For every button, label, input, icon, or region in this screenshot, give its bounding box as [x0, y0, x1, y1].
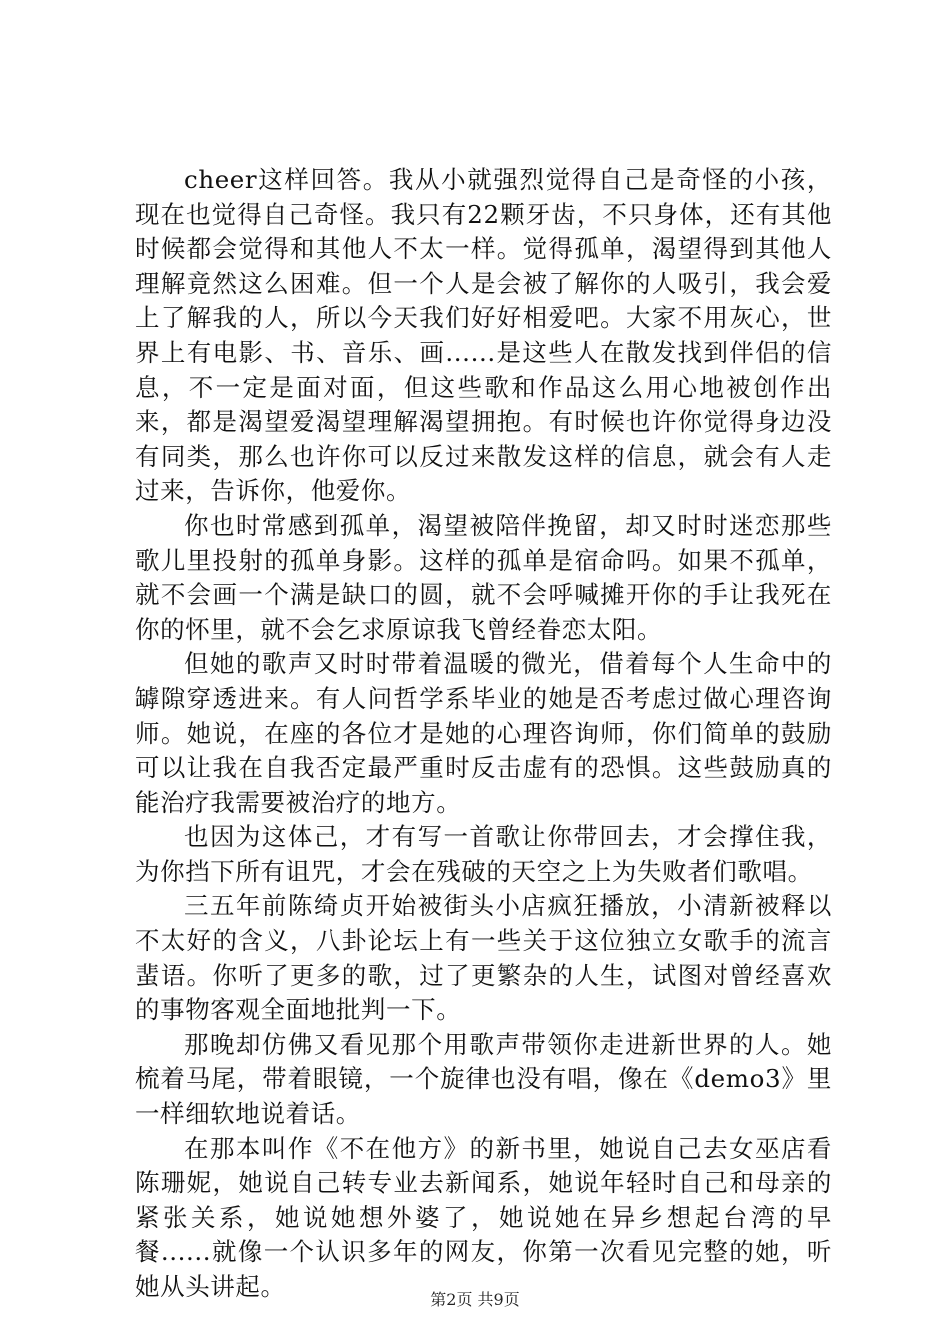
paragraph: 在那本叫作《不在他方》的新书里，她说自己去女巫店看陈珊妮，她说自己转专业去新闻系，她说年轻时自己和母亲的紧张关系，她说她想外婆了，她说她在异乡想起台湾的早餐......就像一个认识多年的网友，你第一次看见完整的她，听她从头讲起。 [135, 1133, 832, 1301]
page-footer: 第2页 共9页 [430, 1290, 520, 1309]
paragraph: 但她的歌声又时时带着温暖的微光，借着每个人生命中的罅隙穿透进来。有人问哲学系毕业的她是否考虑过做心理咨询师。她说，在座的各位才是她的心理咨询师，你们简单的鼓励可以让我在自我否定最严重时反击虚有的恐惧。这些鼓励真的能治疗我需要被治疗的地方。 [135, 649, 832, 817]
paragraph: cheer这样回答。我从小就强烈觉得自己是奇怪的小孩，现在也觉得自己奇怪。我只有22颗牙齿，不只身体，还有其他时候都会觉得和其他人不太一样。觉得孤单，渴望得到其他人理解竟然这么困难。但一个人是会被了解你的人吸引，我会爱上了解我的人，所以今天我们好好相爱吧。大家不用灰心，世界上有电影、书、音乐、画......是这些人在散发找到伴侣的信息，不一定是面对面，但这些歌和作品这么用心地被创作出来，都是渴望爱渴望理解渴望拥抱。有时候也许你觉得身边没有同类，那么也许你可以反过来散发这样的信息，就会有人走过来，告诉你，他爱你。 [135, 165, 832, 506]
paragraph: 那晚却仿佛又看见那个用歌声带领你走进新世界的人。她梳着马尾，带着眼镜，一个旋律也没有唱，像在《demo3》里一样细软地说着话。 [135, 1029, 832, 1129]
paragraph: 也因为这体己，才有写一首歌让你带回去，才会撑住我，为你挡下所有诅咒，才会在残破的天空之上为失败者们歌唱。 [135, 822, 832, 886]
paragraph: 三五年前陈绮贞开始被街头小店疯狂播放，小清新被释以不太好的含义，八卦论坛上有一些关于这位独立女歌手的流言蜚语。你听了更多的歌，过了更繁杂的人生，试图对曾经喜欢的事物客观全面地批判一下。 [135, 891, 832, 1025]
body-text [135, 163, 832, 1305]
paragraph: 你也时常感到孤单，渴望被陪伴挽留，却又时时迷恋那些歌儿里投射的孤单身影。这样的孤单是宿命吗。如果不孤单，就不会画一个满是缺口的圆，就不会呼喊摊开你的手让我死在你的怀里，就不会乞求原谅我飞曾经眷恋太阳。 [135, 510, 832, 644]
